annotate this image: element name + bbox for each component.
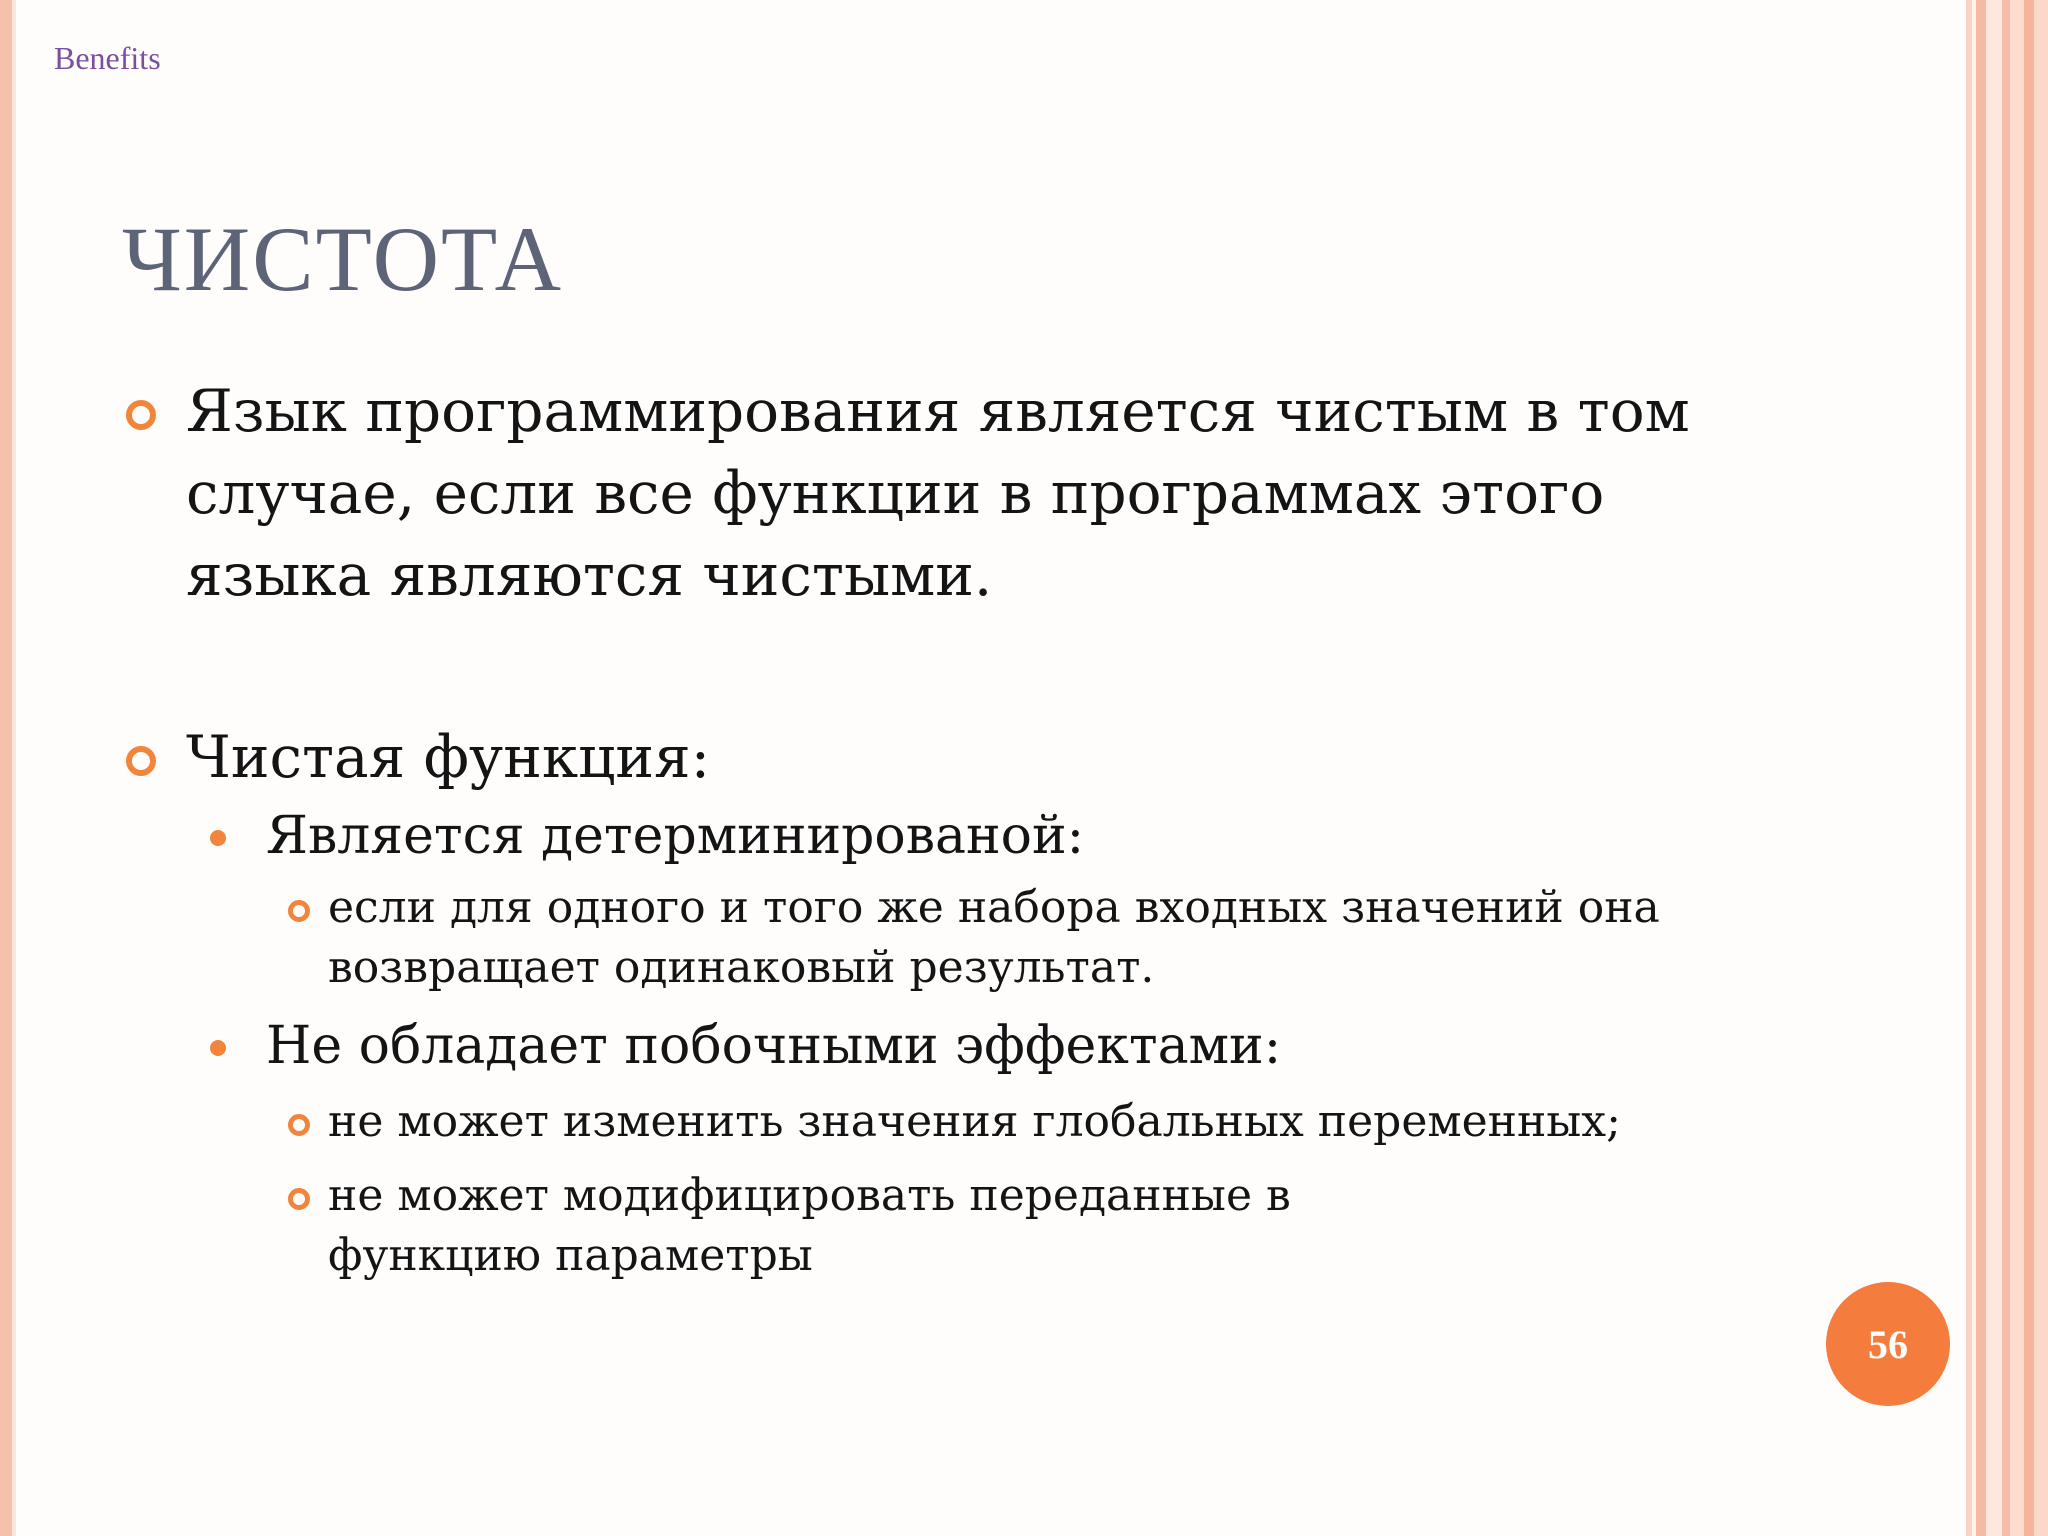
bullet-text: Чистая функция: bbox=[186, 723, 711, 791]
sub-sub-bullet-item bbox=[122, 1166, 1742, 1286]
section-label: Benefits bbox=[54, 40, 161, 76]
sub-bullet-text: Не обладает побочными эффектами: bbox=[266, 1016, 1282, 1076]
bullet-item bbox=[122, 370, 1742, 616]
ring-bullet-icon bbox=[126, 400, 156, 430]
sub-sub-bullet-item bbox=[122, 1092, 1742, 1152]
right-border-stripes bbox=[1966, 0, 2048, 1536]
slide-content bbox=[122, 370, 1742, 1286]
ring-bullet-icon bbox=[288, 1188, 310, 1210]
dot-bullet-icon bbox=[210, 1040, 226, 1056]
sub-sub-bullet-text: если для одного и того же набора входных значений она возвращает одинаковый результат. bbox=[328, 882, 1660, 993]
sub-bullet-item bbox=[122, 1010, 1742, 1082]
bullet-text: Язык программирования является чистым в том случае, если все функции в программах этого языка являются чистыми. bbox=[186, 377, 1690, 609]
sub-bullet-item bbox=[122, 800, 1742, 872]
sub-sub-bullet-item bbox=[122, 878, 1742, 998]
dot-bullet-icon bbox=[210, 830, 226, 846]
ring-bullet-icon bbox=[288, 1114, 310, 1136]
slide-title: ЧИСТОТА bbox=[122, 208, 564, 310]
ring-bullet-icon bbox=[126, 746, 156, 776]
sub-sub-bullet-text: не может изменить значения глобальных переменных; bbox=[328, 1096, 1621, 1147]
bullet-item bbox=[122, 716, 1742, 798]
sub-bullet-text: Является детерминированой: bbox=[266, 806, 1085, 866]
ring-bullet-icon bbox=[288, 900, 310, 922]
left-border-inner-stripe bbox=[12, 0, 16, 1536]
left-border-stripe bbox=[0, 0, 12, 1536]
page-number-badge: 56 bbox=[1826, 1282, 1950, 1406]
sub-sub-bullet-text: не может модифицировать переданные в функцию параметры bbox=[328, 1170, 1291, 1281]
